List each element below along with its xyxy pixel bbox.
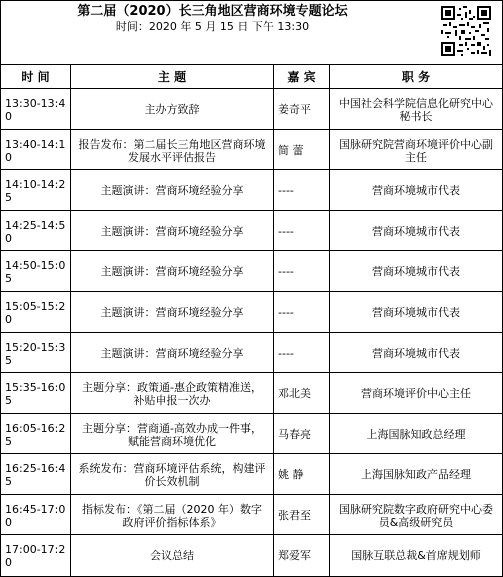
role-cell	[330, 251, 502, 292]
time-cell-text: 16:25-16:4 5	[5, 461, 66, 488]
topic-cell	[71, 251, 273, 292]
qr-code-icon	[441, 6, 491, 56]
role-cell-text: 国脉互联总裁&首席规划师	[351, 549, 481, 562]
guest-cell-text: 姜奇平	[278, 103, 311, 116]
role-cell	[330, 333, 502, 374]
time-cell-text: 16:45-17:0 0	[5, 502, 66, 529]
role-cell	[330, 292, 502, 333]
role-cell	[330, 414, 502, 455]
topic-cell-text: 主题演讲：营商环境经验分享	[100, 306, 244, 319]
time-cell-text: 16:05-16:2 5	[5, 421, 66, 448]
time-cell-text: 13:40-14:1 0	[5, 137, 66, 164]
role-cell-text: 中国社会科学院信息化研究中心秘书长	[339, 96, 493, 123]
time-cell	[1, 495, 70, 536]
guest-cell-text: ----	[278, 306, 294, 319]
topic-cell-text: 指标发布：《第二届（2020 年）数字政府评价指标体系》	[82, 502, 262, 529]
guest-cell-text: ----	[278, 265, 294, 278]
time-cell	[1, 454, 70, 495]
column-header-role: 职 务	[401, 70, 431, 84]
role-cell	[330, 130, 502, 171]
guest-cell	[274, 211, 329, 252]
guest-cell-text: ----	[278, 347, 294, 360]
time-cell	[1, 89, 70, 130]
guest-cell	[274, 89, 329, 130]
guest-cell-text: 张君至	[278, 509, 311, 522]
title-block	[5, 4, 420, 34]
role-cell-text: 营商环境城市代表	[372, 265, 460, 278]
topic-cell	[71, 373, 273, 414]
guest-cell-text: 郑爱军	[278, 549, 311, 562]
guest-cell	[274, 292, 329, 333]
time-cell	[1, 211, 70, 252]
time-cell	[1, 414, 70, 455]
time-cell	[1, 251, 70, 292]
role-cell	[330, 535, 502, 576]
role-cell-text: 营商环境城市代表	[372, 347, 460, 360]
role-cell-text: 上海国脉知政总经理	[366, 428, 466, 441]
time-cell-text: 15:20-15:3 5	[5, 340, 66, 367]
topic-cell	[71, 454, 273, 495]
topic-cell	[71, 495, 273, 536]
guest-cell	[274, 535, 329, 576]
time-cell	[1, 170, 70, 211]
topic-cell	[71, 89, 273, 130]
role-cell	[330, 373, 502, 414]
topic-cell	[71, 414, 273, 455]
role-cell	[330, 495, 502, 536]
topic-cell-text: 主办方致辞	[144, 103, 200, 116]
role-cell-text: 营商环境评价中心主任	[361, 387, 471, 400]
time-cell-text: 17:00-17:2 0	[5, 542, 66, 569]
guest-cell-text: 邓北美	[278, 387, 311, 400]
time-cell-text: 14:50-15:0 5	[5, 258, 66, 285]
role-cell-text: 营商环境城市代表	[372, 184, 460, 197]
role-cell	[330, 454, 502, 495]
guest-cell-text: ----	[278, 184, 294, 197]
guest-cell	[274, 170, 329, 211]
topic-cell	[71, 292, 273, 333]
role-cell	[330, 89, 502, 130]
role-cell-text: 上海国脉知政产品经理	[361, 468, 471, 481]
guest-cell-text: 姚 静	[278, 468, 304, 481]
guest-cell-text: 马春亮	[278, 428, 311, 441]
role-cell-text: 营商环境城市代表	[372, 306, 460, 319]
role-cell-text: 国脉研究院数字政府研究中心委员&高级研究员	[339, 502, 493, 529]
guest-cell-text: 简 蕾	[278, 144, 304, 157]
role-cell-text: 国脉研究院营商环境评价中心副主任	[339, 137, 493, 164]
guest-cell-text: ----	[278, 225, 294, 238]
topic-cell	[71, 170, 273, 211]
topic-cell-text: 主题分享：政策通-惠企政策精准送，补贴申报一次办	[82, 380, 262, 407]
time-cell-text: 15:05-15:2 0	[5, 299, 66, 326]
time-cell-text: 13:30-13:4 0	[5, 96, 66, 123]
guest-cell	[274, 333, 329, 374]
guest-cell	[274, 495, 329, 536]
guest-cell	[274, 130, 329, 171]
time-cell-text: 14:10-14:2 5	[5, 177, 66, 204]
time-cell	[1, 130, 70, 171]
role-cell-text: 营商环境城市代表	[372, 225, 460, 238]
guest-cell	[274, 414, 329, 455]
column-header-guest: 嘉 宾	[287, 70, 316, 84]
topic-cell	[71, 211, 273, 252]
event-time: 时间：2020 年 5 月 15 日 下午 13:30	[115, 20, 310, 33]
guest-cell	[274, 373, 329, 414]
topic-cell-text: 报告发布：第二届长三角地区营商环境发展水平评估报告	[78, 137, 266, 164]
topic-cell	[71, 130, 273, 171]
time-cell	[1, 292, 70, 333]
role-cell	[330, 170, 502, 211]
time-cell	[1, 373, 70, 414]
time-cell	[1, 333, 70, 374]
guest-cell	[274, 454, 329, 495]
guest-cell	[274, 251, 329, 292]
column-header-time: 时 间	[21, 70, 50, 84]
topic-cell-text: 主题演讲：营商环境经验分享	[100, 184, 244, 197]
topic-cell-text: 主题演讲：营商环境经验分享	[100, 347, 244, 360]
time-cell-text: 14:25-14:5 0	[5, 218, 66, 245]
topic-cell-text: 主题分享：营商通-高效办成一件事，赋能营商环境优化	[82, 421, 262, 448]
topic-cell-text: 会议总结	[150, 549, 194, 562]
page-title: 第二届（2020）长三角地区营商环境专题论坛	[77, 4, 348, 19]
topic-cell	[71, 535, 273, 576]
time-cell-text: 15:35-16:0 5	[5, 380, 66, 407]
time-cell	[1, 535, 70, 576]
topic-cell-text: 主题演讲：营商环境经验分享	[100, 225, 244, 238]
topic-cell	[71, 333, 273, 374]
topic-cell-text: 系统发布：营商环境评估系统，构建评价长效机制	[78, 461, 266, 488]
role-cell	[330, 211, 502, 252]
topic-cell-text: 主题演讲：营商环境经验分享	[100, 265, 244, 278]
column-header-topic: 主 题	[157, 70, 187, 84]
